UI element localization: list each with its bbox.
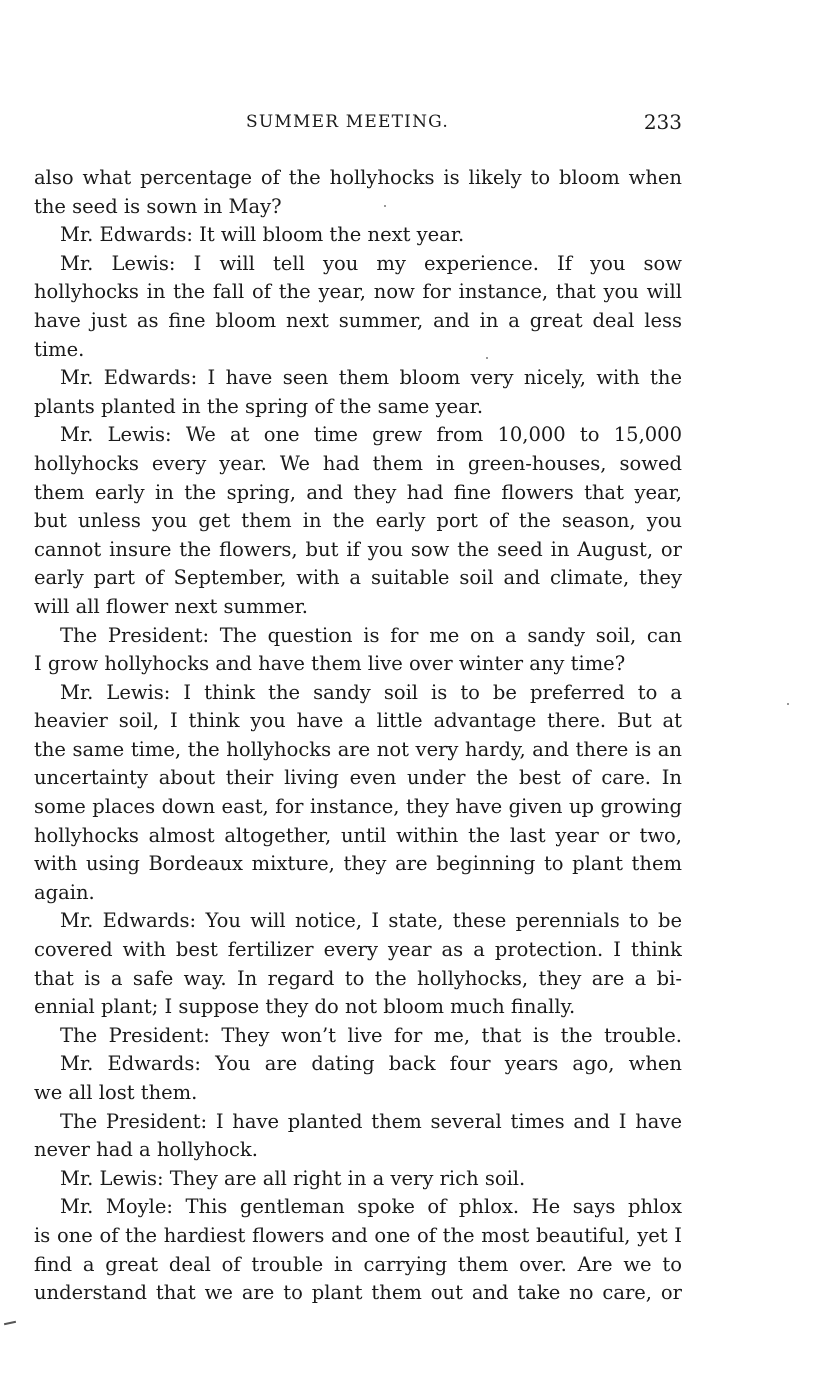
print-speck: [384, 205, 386, 207]
text-line: plants planted in the spring of the same year.: [34, 394, 484, 418]
paragraph-first-line: Mr. Edwards: You will notice, I state, these perennials to be: [60, 909, 682, 933]
paragraph-first-line: The President: They won’t live for me, that is the trouble.: [60, 1023, 682, 1047]
paragraph-first-line: Mr. Lewis: I will tell you my experience. If you sow: [60, 251, 682, 275]
paragraph-first-line: The President: I have planted them several times and I have: [60, 1109, 682, 1133]
text-line: early part of September, with a suitable soil and climate, they: [34, 566, 682, 590]
running-head: [34, 112, 682, 140]
text-line: I grow hollyhocks and have them live over winter any time?: [34, 652, 626, 676]
text-line: uncertainty about their living even under the best of care. In: [34, 766, 682, 790]
text-line: the same time, the hollyhocks are not very hardy, and there is an: [34, 737, 682, 761]
text-line: some places down east, for instance, they have given up growing: [34, 795, 682, 819]
paragraph-first-line: Mr. Edwards: It will bloom the next year.: [60, 223, 465, 247]
paragraph-first-line: Mr. Moyle: This gentleman spoke of phlox. He says phlox: [60, 1195, 682, 1219]
running-title: SUMMER MEETING.: [246, 112, 449, 132]
text-line: we all lost them.: [34, 1081, 198, 1104]
paragraph-first-line: Mr. Lewis: We at one time grew from 10,000 to 15,000: [60, 423, 682, 447]
paragraph-first-line: Mr. Lewis: They are all right in a very rich soil.: [60, 1166, 526, 1190]
margin-mark: [4, 1321, 16, 1325]
text-line: time.: [34, 337, 85, 361]
paragraph-first-line: Mr. Lewis: I think the sandy soil is to be preferred to a: [60, 680, 682, 704]
text-line: hollyhocks every year. We had them in green-houses, sowed: [34, 451, 682, 475]
paragraph-first-line: The President: The question is for me on a sandy soil, can: [60, 623, 682, 647]
text-line: understand that we are to plant them out and take no care, or: [34, 1281, 682, 1305]
text-line: hollyhocks almost altogether, until within the last year or two,: [34, 823, 682, 847]
text-line: that is a safe way. In regard to the hollyhocks, they are a bi-: [34, 966, 682, 990]
text-line: also what percentage of the hollyhocks is likely to bloom when: [34, 166, 682, 189]
text-line: is one of the hardiest flowers and one of the most beautiful, yet I: [34, 1223, 682, 1247]
text-line: have just as fine bloom next summer, and in a great deal less: [34, 308, 682, 332]
paragraph-first-line: Mr. Edwards: You are dating back four years ago, when: [60, 1052, 682, 1076]
text-line: cannot insure the flowers, but if you sow the seed in August, or: [34, 537, 682, 561]
text-line: never had a hollyhock.: [34, 1138, 258, 1162]
text-line: the seed is sown in May?: [34, 194, 282, 218]
page-number: 233: [643, 110, 682, 134]
body-text: [34, 164, 682, 1308]
text-line: but unless you get them in the early port of the season, you: [34, 509, 682, 533]
text-line: heavier soil, I think you have a little advantage there. But at: [34, 709, 682, 733]
text-line: them early in the spring, and they had fine flowers that year,: [34, 480, 682, 504]
text-line: covered with best fertilizer every year as a protection. I think: [34, 938, 682, 962]
paragraph-first-line: Mr. Edwards: I have seen them bloom very nicely, with the: [60, 366, 682, 390]
text-line: with using Bordeaux mixture, they are beginning to plant them: [34, 852, 682, 876]
text-line: will all flower next summer.: [34, 594, 308, 618]
print-speck: [486, 357, 488, 359]
print-speck: [787, 703, 789, 705]
text-line: hollyhocks in the fall of the year, now for instance, that you will: [34, 280, 682, 304]
text-line: again.: [34, 880, 95, 904]
text-line: find a great deal of trouble in carrying them over. Are we to: [34, 1252, 682, 1276]
text-line: ennial plant; I suppose they do not bloom much finally.: [34, 995, 576, 1019]
